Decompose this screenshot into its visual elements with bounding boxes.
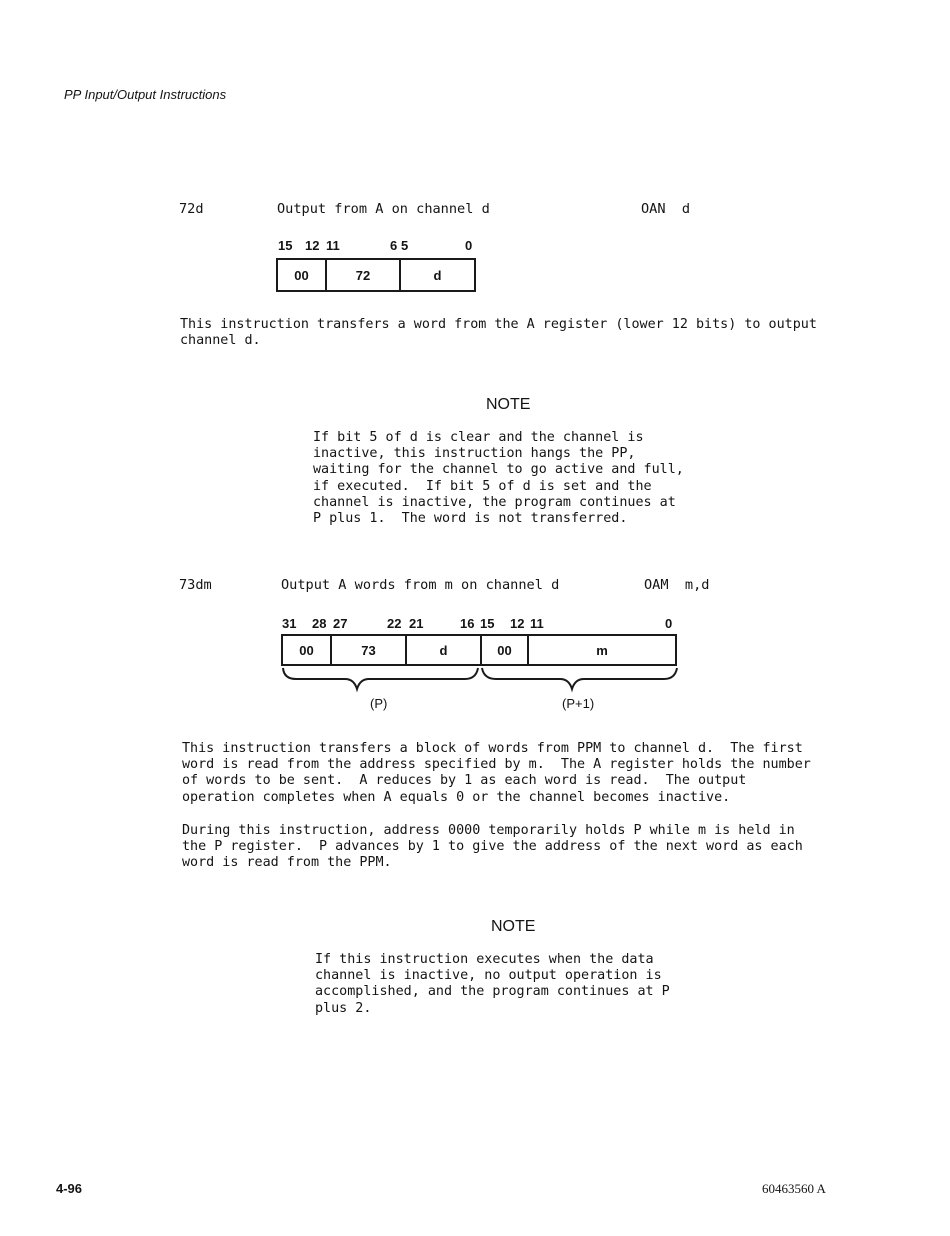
note-body [315,952,670,1017]
bit-label: 5 [401,238,409,253]
text-line: accomplished, and the program continues at P [315,984,670,1000]
text-line: operation completes when A equals 0 or the channel becomes inactive. [182,789,731,805]
format-field: d [407,636,482,664]
bit-label: 12 [510,616,525,631]
text-line: channel is inactive, no output operation is [315,968,662,984]
text-line: word is read from the address specified by m. The A register holds the number [182,757,811,773]
text-line: If bit 5 of d is clear and the channel is [313,430,644,445]
note-heading: NOTE [486,396,531,413]
opcode-72d: 72d [179,201,204,217]
text-line: waiting for the channel to go active and full, [313,462,684,478]
bit-label: 12 [305,238,320,253]
format-field: d [433,267,442,283]
text-line: inactive, this instruction hangs the PP, [313,446,636,462]
text-line: the P register. P advances by 1 to give the address of the next word as each [182,839,803,855]
bit-label: 16 [460,616,475,631]
text-line: If this instruction executes when the data [315,952,654,967]
bit-label: 11 [530,616,544,631]
bit-label: 15 [480,616,495,631]
text-line: plus 2. [315,1000,372,1016]
text-line: if executed. If bit 5 of d is set and the [313,478,652,494]
instruction-mnemonic: OAN d [641,201,691,217]
bit-label: 31 [282,616,297,631]
format-field: m [596,642,608,658]
text-line: word is read from the PPM. [182,855,392,871]
bit-label: 28 [312,616,327,631]
format-field: 73 [332,636,407,664]
text-line: P plus 1. The word is not transferred. [313,511,628,527]
bit-label: 6 [390,238,398,253]
bit-label: 15 [278,238,293,253]
instruction-description: Output from A on channel d [277,201,490,217]
instruction-description: Output A words from m on channel d [281,577,560,593]
text-line: This instruction transfers a word from the A register (lower 12 bits) to output [180,317,817,332]
bit-label: 0 [465,238,473,253]
section-title: PP Input/Output Instructions [64,87,227,102]
page-number: 4-96 [56,1181,83,1196]
body-paragraph [182,741,811,806]
text-line: channel is inactive, the program continues at [313,494,676,510]
document-number: 60463560 A [762,1181,826,1196]
brace-label-p-plus-1: (P+1) [562,696,595,711]
bit-label: 27 [333,616,348,631]
bit-label: 22 [387,616,402,631]
note-heading: NOTE [491,918,536,935]
format-field: 00 [283,636,332,664]
format-field: 00 [482,636,529,664]
bit-label: 0 [665,616,673,631]
text-line: During this instruction, address 0000 temporarily holds P while m is held in [182,823,795,838]
text-line: This instruction transfers a block of words from PPM to channel d. The first [182,741,803,756]
format-field: 00 [278,260,327,290]
text-line: of words to be sent. A reduces by 1 as each word is read. The output [182,773,747,789]
bit-label: 11 [326,238,340,253]
brace-label-p: (P) [370,696,388,711]
body-paragraph [182,823,803,872]
bit-label: 21 [409,616,424,631]
brace-p [283,668,478,689]
opcode-73dm: 73dm [179,577,212,593]
brace-p-plus-1 [482,668,677,689]
text-line: channel d. [180,333,261,349]
instruction-mnemonic: OAM m,d [644,577,710,593]
format-field: 72 [327,260,401,290]
